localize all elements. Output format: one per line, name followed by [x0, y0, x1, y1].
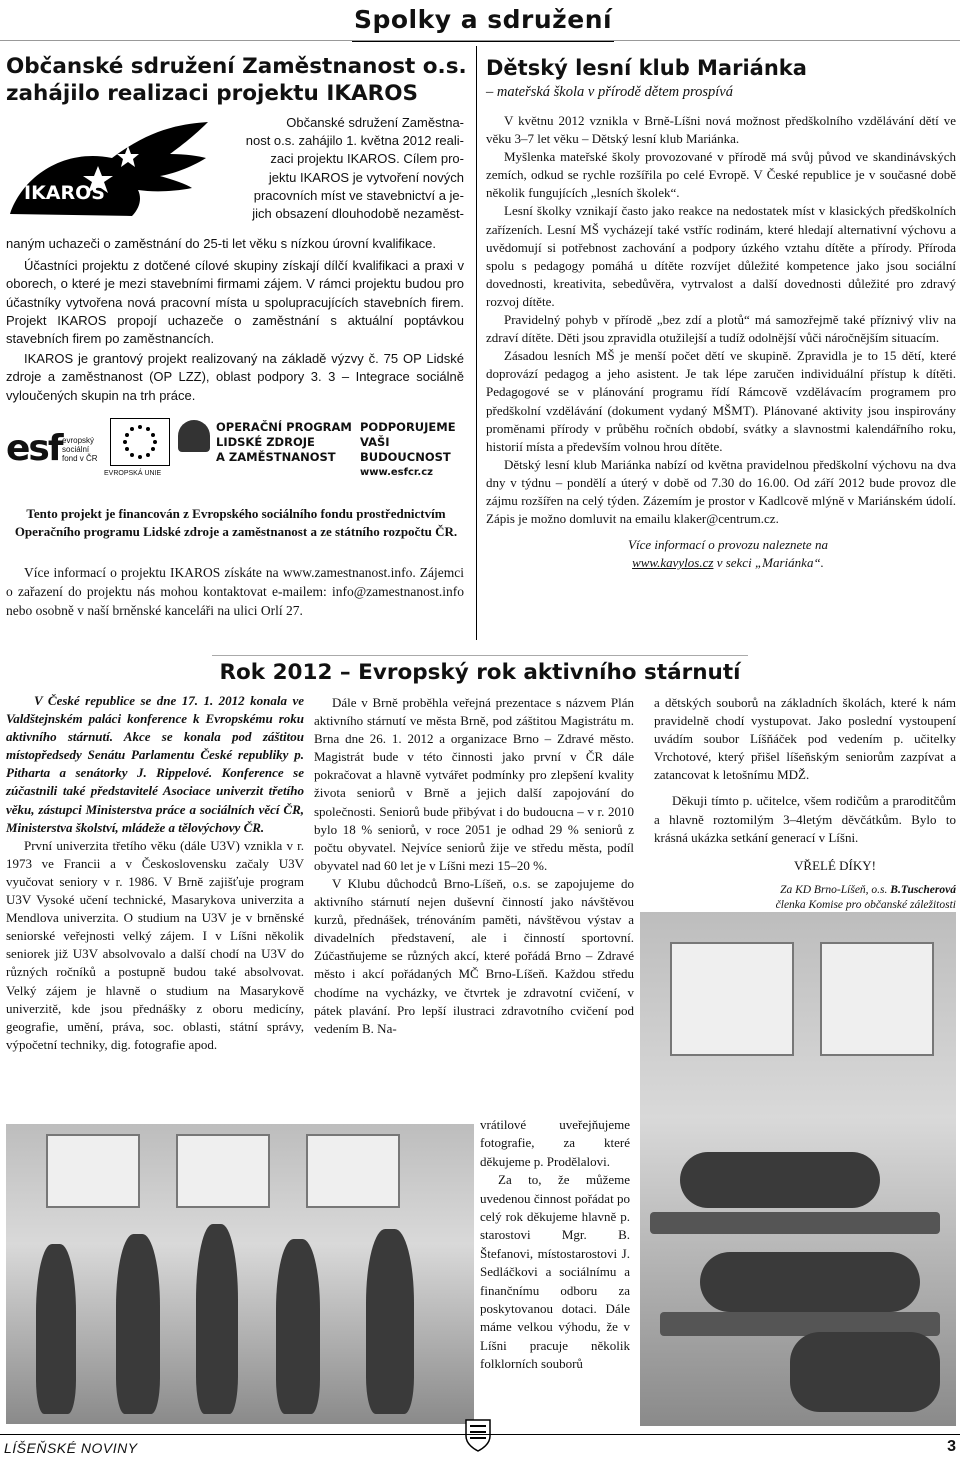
ikaros-more-info: Více informací o projektu IKAROS získáte na www.zamestnanost.info. Zájemci o zařazení do projektu nás mohou kontaktovat e-mailem: info@zamestnanost.info nebo osobně v naší brněnské kanceláři na ulici Orlí 27. [6, 565, 464, 618]
rok-col2-narrow [480, 1116, 630, 1374]
rok-col3-para1: a dětských souborů na základních školách, které k nám pravidelně chodí vystupovat. Jako poslední vystoupení uvádím soubor Líšňáček pod vedením p. učitelky Vrchotové, který přišel líšeňským seniorům zazpívat a zatancovat k letošnímu MDŽ. [654, 695, 956, 783]
op-lzz-lines [216, 420, 352, 465]
rok-col1 [6, 692, 304, 1054]
column-divider [476, 46, 477, 640]
footer-paper-name: LÍŠEŇSKÉ NOVINY [4, 1440, 138, 1456]
marianka-para: Pravidelný pohyb v přírodě „bez zdí a plotů“ má samozřejmě také příznivý vliv na zdraví dítěte. Děti jsou zpravidla otužilejší a tudíž odolnější vůči náročnějším situacím. [486, 312, 956, 346]
exercise-photo-standing [6, 1124, 474, 1424]
photo-person [680, 1152, 880, 1208]
marianka-footer [610, 536, 846, 572]
photo-person [790, 1332, 940, 1412]
text-line: nost o.s. zahájilo 1. května 2012 reali- [245, 133, 464, 149]
text-line: jektu IKAROS je vytvoření nových [268, 169, 464, 185]
photo-person [196, 1224, 238, 1414]
kavylos-link[interactable]: www.kavylos.cz [632, 555, 714, 571]
marianka-para: Zásadou lesních MŠ je menší počet dětí ve skupině. Zpravidla je to 15 dětí, které doprovází pedagog a jeho asistent. Je tak lépe zaručen individuální přístup k dítěti. Pedagogové se v plánování programu řídí Rámcově vzdělávacím programem pro předškolní vzdělávání (dokument vydaný MŠMT). Plánované aktivity jsou inspirovány proměnami přírody v průběhu ročních období, svátky a slavnostmi kalendářního roku, historií místa a především volnou hrou dítěte. [486, 348, 956, 454]
esf-logo [6, 416, 62, 482]
rok-col3 [654, 694, 956, 913]
ikaros-body [6, 235, 464, 405]
marianka-para: Myšlenka mateřské školy provozované v přírodě má svůj původ ve skandinávských zemích, odkud se rychle rozšířila po celé Evropě. V České republice je v současné době několik fungujících „lesních školek“. [486, 149, 956, 201]
photo-window [820, 942, 934, 1056]
photo-person [366, 1229, 414, 1414]
rok-col2-para2: V Klubu důchodců Brno-Líšeň, o.s. se zapojujeme do aktivního stárnutí nejen duševní činností jako návštěvou kurzů, přednášek, trénováním paměti, návštěvou výstav a divadelních představení, ale i činností sportovní. Zúčastňujeme se různých akcí, které pořádá Brno – Zdravé město i akcí pořádaných MČ Brno-Líšeň. Každou středu chodíme na vycházky, ve čtvrtek je zdravotní cvičení, v pátek plavání. Pro lepší ilustraci zdravotního cvičení pod vedením B. Na- [314, 875, 634, 1036]
photo-window [306, 1134, 400, 1208]
support-lines [360, 420, 466, 480]
section-header-title: Spolky a sdružení [353, 5, 613, 34]
exercise-photo-floor [640, 912, 956, 1426]
photo-window [670, 942, 794, 1056]
photo-window [46, 1134, 140, 1208]
photo-person [116, 1234, 160, 1414]
ikaros-title [6, 53, 470, 107]
marianka-article [486, 54, 956, 572]
esf-caption-line: evropský [62, 436, 95, 445]
rok-lead: V České republice se dne 17. 1. 2012 konala ve Valdštejnském paláci konference k Evropskému roku aktivního stárnutí. Akce se konala pod záštitou místopředsedy Senátu Parlamentu České republiky p. Pitharta a senátorky J. Rippelové. Konference se zúčastnili také představitelé Asociace univerzit třetího věku, zástupci Ministerstva práce a sociálních věcí ČR, Ministerstva školství, mládeže a tělovýchovy ČR. [6, 693, 304, 835]
header-rule [0, 40, 960, 41]
photo-person [36, 1244, 76, 1414]
marianka-footer-tail: v sekci „Mariánka“. [713, 555, 824, 571]
ikaros-wing-icon [2, 118, 212, 230]
photo-person [276, 1239, 320, 1414]
funding-note: Tento projekt je financován z Evropského sociálního fondu prostřednictvím Operačního programu Lidské zdroje a zaměstnanost a ze státního rozpočtu ČR. [14, 506, 458, 539]
text-line: pracovních míst ve stavebnictví a je- [253, 187, 464, 203]
marianka-title: Dětský lesní klub Mariánka [486, 56, 807, 80]
signature-name: B.Tuscherová [890, 883, 956, 896]
esf-logo-bar [6, 414, 466, 500]
op-line: OPERAČNÍ PROGRAM [216, 420, 352, 434]
text-line: jich obsazení dlouhodobě nezaměst- [252, 206, 464, 222]
rok-col2-narrow2: Za to, že můžeme uvedenou činnost pořádat po celý rok děkujeme hlavně p. starostovi Mgr. B. Štefanovi, místostarostovi J. Sedláčkovi a sociálnímu a finančnímu odboru za poskytovanou dotaci. Dále máme velkou výhodu, že v Líšni pracuje několik folklorních souborů [480, 1172, 630, 1372]
text-line: zaci projektu IKAROS. Cílem pro- [270, 151, 464, 167]
rok-title: Rok 2012 – Evropský rok aktivního stárnutí [219, 660, 741, 685]
ikaros-logo [2, 118, 212, 230]
esf-wordmark: esf [6, 428, 62, 469]
eu-caption: EVROPSKÁ UNIE [104, 470, 162, 477]
rok-signature [654, 883, 956, 913]
rok-thanks: VŘELÉ DÍKY! [794, 857, 876, 873]
page-number: 3 [947, 1438, 956, 1455]
marianka-para: V květnu 2012 vznikla v Brně-Líšni nová možnost předškolního vzdělávání dětí ve věku 3–7 let věku – Dětský lesní klub Mariánka. [486, 113, 956, 147]
photo-mat [650, 1212, 940, 1234]
esf-caption-line: sociální [62, 445, 90, 454]
marianka-para: Dětský lesní klub Mariánka nabízí od května pravidelnou předškolní výchovu na dva dny v týdnu – pondělí a úterý v době od 7.30 do 16.00. Od září 2012 bude provoz dle zájmu rozšířen na celý týden. Zázemím je prostor v Kadlcově mlýně v Mariánském údolí. Zápis je možno domluvit na emailu klaker@centrum.cz. [486, 456, 956, 527]
marianka-body [486, 112, 956, 528]
eu-flag-icon [110, 418, 170, 466]
signature-prefix: Za KD Brno-Líšeň, o.s. [780, 883, 891, 896]
rok-col3-para2: Děkuji tímto p. učitelce, všem rodičům a praroditčům a hlavně roztomilým 3–4letým děvčátkům. Bylo to krásná ukázka setkání generací v Líšni. [654, 793, 956, 845]
ikaros-article [6, 53, 470, 107]
marianka-subtitle: – mateřská škola v přírodě dětem prospívá [486, 84, 733, 100]
photo-window [176, 1134, 270, 1208]
support-line: PODPORUJEME [360, 420, 456, 434]
text-line: Občanské sdružení Zaměstna- [286, 115, 464, 130]
ikaros-title-line2: zahájilo realizaci projektu IKAROS [6, 81, 418, 106]
op-line: A ZAMĚSTNANOST [216, 450, 336, 464]
rok-col2 [314, 694, 634, 1038]
support-line: VAŠI BUDOUCNOST [360, 435, 451, 464]
esf-url: www.esfcr.cz [360, 467, 433, 478]
photo-person [700, 1252, 920, 1312]
signature-role: členka Komise pro občanské záležitosti [775, 898, 956, 911]
marianka-para: Lesní školky vznikají často jako reakce na nedostatek míst v klasických předškolních zařízeních. Lesní MŠ vycházejí také vstříc rodinám, které hledají alternativní výchovu a uvědomují si potřebnost zachování a podpory úzkého vztahu dítěte a přírody. Příroda spolu s pedagogy pomáhá u dítěte rozvíjet důležité kompetence jako jsou sociální dovednosti, kreativita, sebedůvěra, vytrvalost a další dovednosti důležité pro zdravý rozvoj dítěte. [486, 203, 956, 309]
op-line: LIDSKÉ ZDROJE [216, 435, 315, 449]
ikaros-para1-wrapped [206, 114, 464, 223]
ikaros-para1-rest: naným uchazeči o zaměstnání do 25-ti let věku s nízkou úrovní kvalifikace. [6, 236, 436, 251]
ikaros-title-line1: Občanské sdružení Zaměstnanost o.s. [6, 54, 467, 79]
esf-caption [62, 436, 98, 463]
rok-col2-narrow1: vrátilové uveřejňujeme fotografie, za které děkujeme p. Prodělalovi. [480, 1117, 630, 1169]
ikaros-logo-text: IKAROS [24, 182, 105, 204]
ikaros-para2: Účastníci projektu z dotčené cílové skupiny získají dílčí kvalifikaci a praxi v oborech, o které je mezi stavebními firmami zájem. V rámci projektu budou pro účastníky vytvořena nová pracovní místa u spolupracujících stavebních firem. Projekt IKAROS propojí uchazeče o zaměstnání s aktuální poptávkou stavebních firem po zaměstnancích. [6, 258, 464, 347]
marianka-footer-line2 [610, 554, 846, 572]
rok-col1-para: První univerzita třetího věku (dále U3V) vznikla v r. 1973 ve Francii a v Československu začaly U3V vyučovat seniory v r. 1986. V Brně zajišťuje program U3V Vysoké učení technické, Masarykova univerzita a Mendlova univerzita. O studium na U3V je v brněnské seniorské veřejnosti velký zájem. I v Líšni několik seniorek již U3V absolvovalo a další chodí na U3V do různých ročníků a postupně budou také absolvovat. Velký zájem je hlavně o studium na Masarykově univerzitě, kde jsou přednášky z oboru medicíny, geografie, umění, práva, soc. oblasti, státní správy, výpočetní techniky, dig. fotografie apod. [6, 837, 304, 1052]
esf-caption-line: fond v ČR [62, 454, 98, 463]
op-lzz-mark [178, 420, 210, 452]
marianka-footer-line1: Více informací o provozu naleznete na [628, 537, 828, 553]
coat-of-arms-icon [464, 1418, 492, 1452]
ikaros-para3: IKAROS je grantový projekt realizovaný na základě výzvy č. 75 OP Lidské zdroje a zaměstnanost (OP LZZ), oblast podpory 3. 3 – Integrace sociálně vyloučených skupin na trh práce. [6, 351, 464, 403]
section-header [352, 0, 614, 42]
rok-col2-para1: Dále v Brně proběhla veřejná prezentace s názvem Plán aktivního stárnutí ve města Brně, pod záštitou Magistrátu m. Brna dne 26. 1. 2012 a organizace Brno – Zdravé město. Magistrát bude v této činnosti jako první v ČR dále pokračovat a hlavně vytvářet podmínky pro zlepšení kvality života seniorů v Brně a jejich další zapojování do společnosti. Seniorů bude přibývat i do budoucna – v r. 2010 bylo 18 % seniorů, v roce 2051 je odhad 29 % seniorů z počtu obyvatel. Nejvíce seniorů žije ve středu města, podíl obyvatel nad 60 let je v Líšni mezi 15–20 %. [314, 695, 634, 873]
footer-rule [0, 1434, 960, 1435]
